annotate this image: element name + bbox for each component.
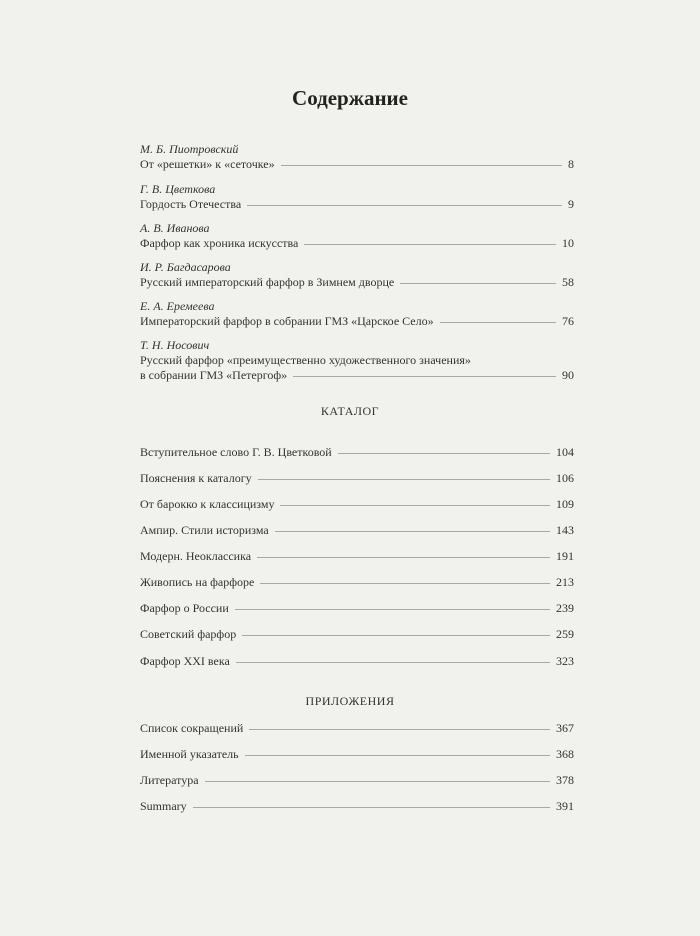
toc-entry[interactable] — [140, 799, 574, 814]
toc-entry[interactable] — [140, 197, 574, 212]
entry-title: Модерн. Неоклассика — [140, 549, 252, 563]
entry-title: Императорский фарфор в собрании ГМЗ «Царское Село» — [140, 314, 434, 328]
entry-title-line: Русский фарфор «преимущественно художественного значения» — [140, 353, 471, 367]
dot-leader — [242, 635, 550, 636]
dot-leader — [236, 662, 550, 663]
page-number: 9 — [568, 197, 574, 211]
page-title: Содержание — [292, 86, 408, 110]
entry-title: в собрании ГМЗ «Петергоф» — [140, 368, 288, 382]
page-number: 143 — [556, 523, 574, 537]
dot-leader — [193, 807, 550, 808]
entry-title: Литература — [140, 773, 199, 787]
toc-entry[interactable] — [140, 497, 574, 512]
page-number: 8 — [568, 157, 574, 171]
essay-author: Е. А. Еремеева — [140, 299, 215, 313]
page-number: 90 — [562, 368, 574, 382]
dot-leader — [304, 244, 556, 245]
dot-leader — [260, 583, 550, 584]
toc-entry[interactable] — [140, 747, 574, 762]
dot-leader — [400, 283, 556, 284]
toc-entry[interactable] — [140, 157, 574, 172]
page-number: 213 — [556, 575, 574, 589]
dot-leader — [338, 453, 550, 454]
toc-entry[interactable] — [140, 236, 574, 251]
page-number: 367 — [556, 721, 574, 735]
page-number: 378 — [556, 773, 574, 787]
toc-essay — [140, 299, 574, 329]
page-number: 323 — [556, 654, 574, 668]
dot-leader — [440, 322, 556, 323]
toc-entry[interactable] — [140, 314, 574, 329]
essay-author: М. Б. Пиотровский — [140, 142, 239, 156]
dot-leader — [235, 609, 550, 610]
entry-title: Живопись на фарфоре — [140, 575, 255, 589]
entry-title: Русский императорский фарфор в Зимнем дворце — [140, 275, 395, 289]
page-number: 391 — [556, 799, 574, 813]
toc-entry[interactable] — [140, 523, 574, 538]
entry-title: От «решетки» к «сеточке» — [140, 157, 275, 171]
page-number: 58 — [562, 275, 574, 289]
page-number: 259 — [556, 627, 574, 641]
toc-entry[interactable] — [140, 275, 574, 290]
dot-leader — [205, 781, 550, 782]
toc-essay — [140, 182, 574, 212]
entry-title: Фарфор XXI века — [140, 654, 230, 668]
section-heading-catalog: КАТАЛОГ — [320, 404, 380, 418]
entry-title: Именной указатель — [140, 747, 239, 761]
toc-entry[interactable] — [140, 627, 574, 642]
dot-leader — [281, 165, 562, 166]
page-number: 10 — [562, 236, 574, 250]
dot-leader — [245, 755, 550, 756]
entry-title: Список сокращений — [140, 721, 244, 735]
toc-essay — [140, 260, 574, 290]
page-number: 104 — [556, 445, 574, 459]
dot-leader — [247, 205, 562, 206]
essay-author: И. Р. Багдасарова — [140, 260, 231, 274]
page-number: 368 — [556, 747, 574, 761]
dot-leader — [293, 376, 556, 377]
dot-leader — [258, 479, 550, 480]
section-heading-appendix: ПРИЛОЖЕНИЯ — [305, 694, 395, 708]
entry-title: Вступительное слово Г. В. Цветковой — [140, 445, 332, 459]
page-number: 239 — [556, 601, 574, 615]
toc-entry[interactable] — [140, 575, 574, 590]
toc-entry[interactable] — [140, 773, 574, 788]
toc-entry[interactable] — [140, 549, 574, 564]
toc-essay — [140, 221, 574, 251]
toc-entry[interactable] — [140, 471, 574, 486]
page-number: 106 — [556, 471, 574, 485]
page-number: 109 — [556, 497, 574, 511]
page-number: 191 — [556, 549, 574, 563]
toc-essay — [140, 142, 574, 172]
entry-title: Фарфор о России — [140, 601, 229, 615]
toc-entry[interactable] — [140, 654, 574, 669]
essay-author: Т. Н. Носович — [140, 338, 210, 352]
entry-title: Summary — [140, 799, 187, 813]
entry-title: Фарфор как хроника искусства — [140, 236, 299, 250]
toc-entry[interactable] — [140, 601, 574, 616]
toc-essay — [140, 338, 574, 383]
entry-title: Пояснения к каталогу — [140, 471, 252, 485]
essay-author: А. В. Иванова — [140, 221, 210, 235]
entry-title: Гордость Отечества — [140, 197, 242, 211]
toc-entry[interactable] — [140, 368, 574, 383]
entry-title: От барокко к классицизму — [140, 497, 275, 511]
dot-leader — [249, 729, 550, 730]
page-number: 76 — [562, 314, 574, 328]
dot-leader — [275, 531, 550, 532]
dot-leader — [257, 557, 550, 558]
toc-entry[interactable] — [140, 721, 574, 736]
entry-title: Советский фарфор — [140, 627, 237, 641]
toc-entry[interactable] — [140, 445, 574, 460]
dot-leader — [280, 505, 550, 506]
essay-author: Г. В. Цветкова — [140, 182, 216, 196]
entry-title: Ампир. Стили историзма — [140, 523, 269, 537]
